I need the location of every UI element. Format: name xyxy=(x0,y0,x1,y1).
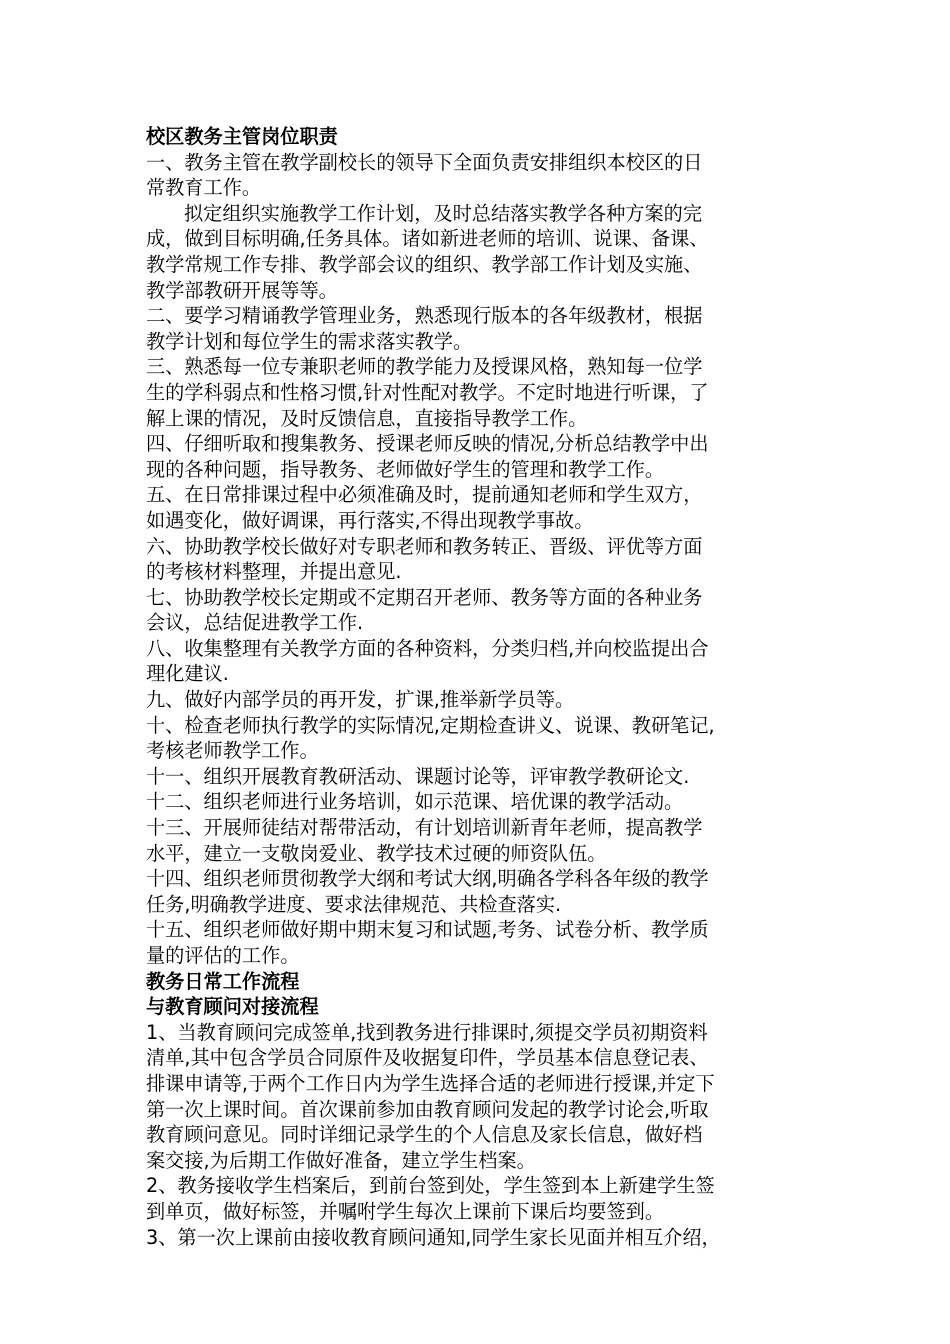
text-line: 八、收集整理有关教学方面的各种资料，分类归档,并向校监提出合 xyxy=(146,636,709,660)
text-line: 考核老师教学工作。 xyxy=(146,739,319,763)
text-line: 拟定组织实施教学工作计划，及时总结落实教学各种方案的完 xyxy=(184,201,703,225)
text-line: 十二、组织老师进行业务培训，如示范课、培优课的教学活动。 xyxy=(146,790,684,814)
text-line: 3、第一次上课前由接收教育顾问通知,同学生家长见面并相互介绍， xyxy=(146,1225,721,1249)
text-line: 如遇变化，做好调课，再行落实,不得出现教学事故。 xyxy=(146,508,594,532)
text-line: 现的各种问题，指导教务、老师做好学生的管理和教学工作。 xyxy=(146,457,665,481)
text-line: 十四、组织老师贯彻教学大纲和考试大纲,明确各学科各年级的教学 xyxy=(146,867,709,891)
text-line: 理化建议. xyxy=(146,662,229,686)
text-line: 案交接,为后期工作做好准备，建立学生档案。 xyxy=(146,1148,536,1172)
text-line: 三、熟悉每一位专兼职老师的教学能力及授课风格，熟知每一位学 xyxy=(146,355,703,379)
text-line: 常教育工作。 xyxy=(146,176,262,200)
text-line: 十、检查老师执行教学的实际情况,定期检查讲义、说课、教研笔记, xyxy=(146,713,715,737)
text-line: 四、仔细听取和搜集教务、授课老师反映的情况,分析总结教学中出 xyxy=(146,432,709,456)
text-line: 十一、组织开展教育教研活动、课题讨论等，评审教学教研论文. xyxy=(146,764,690,788)
text-line: 十三、开展师徒结对帮带活动，有计划培训新青年老师，提高教学 xyxy=(146,816,703,840)
text-line: 五、在日常排课过程中必须准确及时，提前通知老师和学生双方， xyxy=(146,483,703,507)
text-line: 会议，总结促进教学工作. xyxy=(146,611,364,635)
text-line: 教学部教研开展等等。 xyxy=(146,278,338,302)
text-line: 水平，建立一支敬岗爱业、教学技术过硬的师资队伍。 xyxy=(146,841,607,865)
text-line: 排课申请等,于两个工作日内为学生选择合适的老师进行授课,并定下 xyxy=(146,1071,715,1095)
text-line: 六、协助教学校长做好对专职老师和教务转正、晋级、评优等方面 xyxy=(146,534,703,558)
text-line: 十五、组织老师做好期中期末复习和试题,考务、试卷分析、教学质 xyxy=(146,918,709,942)
text-line: 2、教务接收学生档案后，到前台签到处，学生签到本上新建学生签 xyxy=(146,1174,715,1198)
text-line: 的考核材料整理，并提出意见. xyxy=(146,560,402,584)
text-line: 到单页，做好标签，并嘱咐学生每次上课前下课后均要签到。 xyxy=(146,1199,665,1223)
section-heading: 校区教务主管岗位职责 xyxy=(146,125,338,148)
text-line: 解上课的情况，及时反馈信息，直接指导教学工作。 xyxy=(146,406,588,430)
text-line: 任务,明确教学进度、要求法律规范、共检查落实. xyxy=(146,892,562,916)
text-line: 九、做好内部学员的再开发，扩课,推举新学员等。 xyxy=(146,688,575,712)
section-heading: 教务日常工作流程 xyxy=(146,969,300,993)
text-line: 教学常规工作专排、教学部会议的组织、教学部工作计划及实施、 xyxy=(146,252,703,276)
text-line: 第一次上课时间。首次课前参加由教育顾问发起的教学讨论会,听取 xyxy=(146,1097,709,1121)
text-line: 量的评估的工作。 xyxy=(146,944,300,967)
text-line: 一、教务主管在教学副校长的领导下全面负责安排组织本校区的日 xyxy=(146,150,703,174)
text-line: 教学计划和每位学生的需求落实教学。 xyxy=(146,329,473,353)
text-line: 清单,其中包含学员合同原件及收据复印件，学员基本信息登记表、 xyxy=(146,1046,709,1070)
text-line: 七、协助教学校长定期或不定期召开老师、教务等方面的各种业务 xyxy=(146,585,703,609)
text-line: 生的学科弱点和性格习惯,针对性配对教学。不定时地进行听课，了 xyxy=(146,380,709,404)
document-body xyxy=(146,124,812,1250)
text-line: 教育顾问意见。同时详细记录学生的个人信息及家长信息，做好档 xyxy=(146,1123,703,1147)
section-heading: 与教育顾问对接流程 xyxy=(146,995,319,1019)
text-line: 二、要学习精诵教学管理业务，熟悉现行版本的各年级教材，根据 xyxy=(146,304,703,328)
text-line: 1、当教育顾问完成签单,找到教务进行排课时,须提交学员初期资料 xyxy=(146,1020,708,1044)
text-line: 成，做到目标明确,任务具体。诸如新进老师的培训、说课、备课、 xyxy=(146,227,709,251)
